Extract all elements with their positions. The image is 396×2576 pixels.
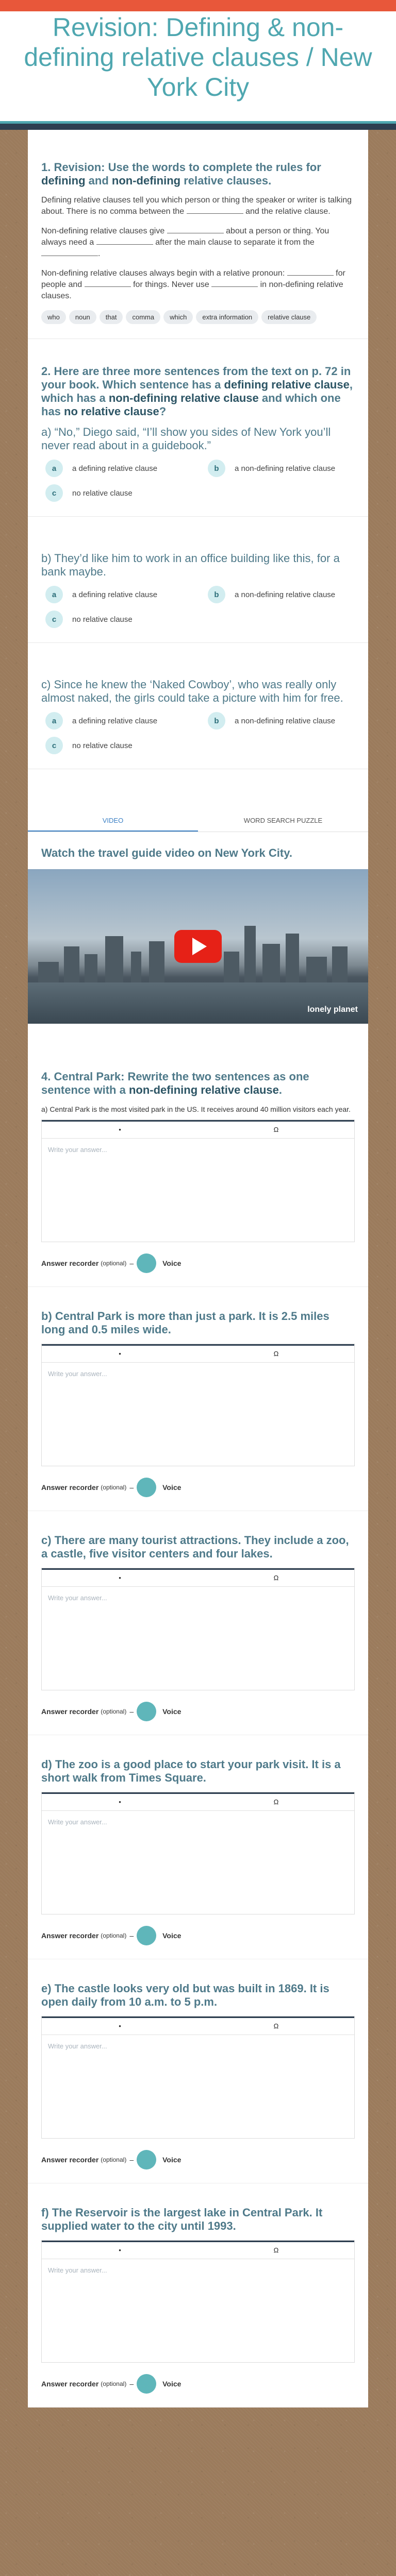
- rule-paragraph-2: Non-defining relative clauses give about a person or thing. You always need a after the main clause to separate it from the .: [41, 227, 329, 258]
- bullet-list-icon[interactable]: •: [119, 1350, 121, 1358]
- exercise-question: f) The Reservoir is the largest lake in Central Park. It supplied water to the city until 1993.: [41, 2206, 323, 2232]
- gap-blank[interactable]: [167, 226, 224, 233]
- exercise-prompt: a) Central Park is the most visited park in the US. It receives around 40 million visitors each year.: [41, 1105, 351, 1113]
- video-card: [28, 832, 368, 1044]
- answer-box: [41, 1344, 355, 1466]
- answer-toolbar: [42, 1792, 354, 1811]
- word-chip[interactable]: comma: [126, 310, 160, 324]
- special-characters-icon[interactable]: Ω: [273, 1126, 279, 1133]
- choice-option[interactable]: b a non-defining relative clause: [208, 460, 355, 477]
- exercise-card: [28, 2183, 368, 2408]
- word-chip[interactable]: who: [41, 310, 66, 324]
- choice-option[interactable]: c no relative clause: [45, 484, 192, 502]
- answer-box: [41, 1792, 355, 1914]
- choice-option[interactable]: a a defining relative clause: [45, 712, 192, 730]
- video-logo: lonely planet: [307, 1005, 358, 1014]
- answer-input[interactable]: Write your answer...: [48, 1370, 107, 1378]
- choice-option[interactable]: c no relative clause: [45, 737, 192, 754]
- sentence-c: c) Since he knew the ‘Naked Cowboy’, who was really only almost naked, the girls could take a picture with him for free.: [41, 678, 343, 704]
- answer-toolbar: [42, 1120, 354, 1139]
- gap-blank[interactable]: [41, 249, 98, 256]
- question-1-card: [28, 130, 368, 339]
- answer-box: [41, 1120, 355, 1242]
- word-chip[interactable]: noun: [69, 310, 96, 324]
- exercise-question: c) There are many tourist attractions. They include a zoo, a castle, five visitor centers and four lakes.: [41, 1534, 349, 1560]
- exercise-card: [28, 1511, 368, 1735]
- answer-input[interactable]: Write your answer...: [48, 2042, 107, 2050]
- choice-option[interactable]: b a non-defining relative clause: [208, 712, 355, 730]
- word-bank: [41, 310, 355, 324]
- answer-recorder: Answer recorder (optional) – Voice: [41, 2150, 355, 2170]
- gap-blank[interactable]: [287, 268, 334, 276]
- word-chip[interactable]: that: [100, 310, 123, 324]
- word-chip[interactable]: relative clause: [261, 310, 317, 324]
- answer-box: [41, 2240, 355, 2363]
- bullet-list-icon[interactable]: •: [119, 1126, 121, 1133]
- exercise-question: d) The zoo is a good place to start your park visit. It is a short walk from Times Square.: [41, 1758, 341, 1784]
- exercise-card: [28, 1735, 368, 1959]
- question-4-title: 4. Central Park: Rewrite the two sentences as one sentence with a non-defining relative clause.: [41, 1070, 309, 1096]
- answer-input[interactable]: Write your answer...: [48, 1818, 107, 1826]
- choice-option[interactable]: b a non-defining relative clause: [208, 586, 355, 603]
- special-characters-icon[interactable]: Ω: [273, 2246, 279, 2254]
- question-2-card: [28, 339, 368, 517]
- answer-toolbar: [42, 1344, 354, 1363]
- choices-b: [41, 586, 355, 628]
- media-tabs: [28, 805, 368, 832]
- answer-toolbar: [42, 2241, 354, 2259]
- page-title-text: Revision: Defining & non-defining relative clauses / New York City: [24, 13, 372, 101]
- gap-blank[interactable]: [187, 207, 243, 214]
- sentence-b: b) They’d like him to work in an office building like this, for a bank maybe.: [41, 552, 340, 578]
- record-button[interactable]: [137, 1702, 156, 1721]
- answer-recorder: Answer recorder (optional) – Voice: [41, 1253, 355, 1273]
- answer-input[interactable]: Write your answer...: [48, 2266, 107, 2274]
- exercise-card: [28, 1287, 368, 1511]
- exercise-question: b) Central Park is more than just a park. It is 2.5 miles long and 0.5 miles wide.: [41, 1310, 329, 1336]
- record-button[interactable]: [137, 1478, 156, 1497]
- special-characters-icon[interactable]: Ω: [273, 1574, 279, 1582]
- rule-paragraph-3: Non-defining relative clauses always begin with a relative pronoun: for people and for things. Never use in non-defining relative clauses.: [41, 269, 345, 300]
- exercise-card: [28, 1959, 368, 2183]
- answer-toolbar: [42, 1568, 354, 1587]
- answer-recorder: Answer recorder (optional) – Voice: [41, 1926, 355, 1945]
- answer-input[interactable]: Write your answer...: [48, 1594, 107, 1602]
- top-accent-bar: [0, 0, 396, 11]
- special-characters-icon[interactable]: Ω: [273, 2022, 279, 2030]
- tab-video[interactable]: VIDEO: [28, 810, 198, 832]
- question-2b-card: [28, 517, 368, 643]
- answer-recorder: Answer recorder (optional) – Voice: [41, 1478, 355, 1497]
- bullet-list-icon[interactable]: •: [119, 1574, 121, 1582]
- page-title: [0, 11, 396, 130]
- answer-input[interactable]: Write your answer...: [48, 1146, 107, 1154]
- special-characters-icon[interactable]: Ω: [273, 1798, 279, 1806]
- bullet-list-icon[interactable]: •: [119, 1798, 121, 1806]
- record-button[interactable]: [137, 1926, 156, 1945]
- question-2-title: 2. Here are three more sentences from the text on p. 72 in your book. Which sentence has a defining relative clause, which has a non-defining relative clause and which one has no relative clause?: [41, 365, 353, 418]
- video-player[interactable]: [28, 869, 368, 1024]
- bullet-list-icon[interactable]: •: [119, 2246, 121, 2254]
- answer-box: [41, 1568, 355, 1690]
- choices-c: [41, 712, 355, 754]
- video-title: Watch the travel guide video on New York City.: [41, 846, 292, 859]
- gap-blank[interactable]: [96, 238, 153, 245]
- rule-paragraph-1: Defining relative clauses tell you which person or thing the speaker or writer is talking about. There is no comma between the and the relative clause.: [41, 196, 352, 216]
- choice-option[interactable]: c no relative clause: [45, 611, 192, 628]
- word-chip[interactable]: which: [163, 310, 193, 324]
- title-stripe-navy: [0, 124, 396, 130]
- gap-blank[interactable]: [211, 280, 258, 287]
- question-1-title: 1. Revision: Use the words to complete the rules for defining and non-defining relative clauses.: [41, 161, 321, 187]
- word-chip[interactable]: extra information: [196, 310, 258, 324]
- bullet-list-icon[interactable]: •: [119, 2022, 121, 2030]
- answer-toolbar: [42, 2016, 354, 2035]
- special-characters-icon[interactable]: Ω: [273, 1350, 279, 1358]
- record-button[interactable]: [137, 1253, 156, 1273]
- sentence-a: a) “No,” Diego said, “I’ll show you sides of New York you’ll never read about in a guidebook.”: [41, 426, 331, 452]
- worksheet-content: [28, 130, 368, 2408]
- answer-recorder: Answer recorder (optional) – Voice: [41, 1702, 355, 1721]
- answer-box: [41, 2016, 355, 2139]
- spacer: [28, 769, 368, 805]
- tab-word-search[interactable]: WORD SEARCH PUZZLE: [243, 817, 323, 824]
- water-image: [28, 982, 368, 1024]
- record-button[interactable]: [137, 2374, 156, 2394]
- choices-a: [41, 460, 355, 502]
- record-button[interactable]: [137, 2150, 156, 2170]
- question-2c-card: [28, 643, 368, 769]
- choice-option[interactable]: a a defining relative clause: [45, 586, 192, 603]
- answer-recorder: Answer recorder (optional) – Voice: [41, 2374, 355, 2394]
- gap-blank[interactable]: [85, 280, 131, 287]
- question-4-card: [28, 1044, 368, 1287]
- exercise-question: e) The castle looks very old but was built in 1869. It is open daily from 10 a.m. to 5 p.m.: [41, 1982, 329, 2008]
- play-icon[interactable]: [174, 930, 222, 963]
- choice-option[interactable]: a a defining relative clause: [45, 460, 192, 477]
